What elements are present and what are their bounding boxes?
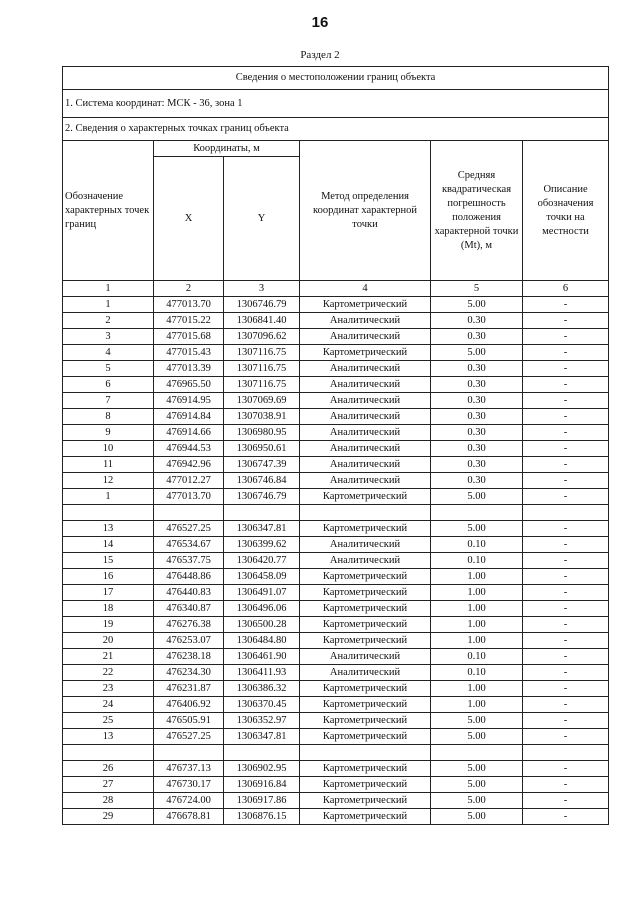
cell-accuracy: 1.00 xyxy=(431,681,523,697)
table-row xyxy=(63,585,609,601)
cell-accuracy xyxy=(431,745,523,761)
cell-method: Аналитический xyxy=(300,361,431,377)
cell-method: Картометрический xyxy=(300,585,431,601)
table-row xyxy=(63,425,609,441)
cell-description: - xyxy=(523,729,609,745)
cell-point-number: 1 xyxy=(63,297,154,313)
table-row xyxy=(63,377,609,393)
cell-point-number: 15 xyxy=(63,553,154,569)
cell-coord-y: 1307116.75 xyxy=(224,361,300,377)
table-row xyxy=(63,809,609,825)
header-description: Описание обозначения точки на местности xyxy=(523,141,609,281)
header-y: Y xyxy=(224,157,300,281)
cell-accuracy: 5.00 xyxy=(431,793,523,809)
cell-accuracy: 5.00 xyxy=(431,761,523,777)
cell-method: Аналитический xyxy=(300,393,431,409)
cell-coord-x xyxy=(154,505,224,521)
cell-coord-y: 1306347.81 xyxy=(224,521,300,537)
cell-description: - xyxy=(523,329,609,345)
cell-point-number: 29 xyxy=(63,809,154,825)
cell-coord-y: 1306902.95 xyxy=(224,761,300,777)
cell-point-number: 24 xyxy=(63,697,154,713)
column-number: 1 xyxy=(63,281,154,297)
cell-method: Картометрический xyxy=(300,569,431,585)
cell-description: - xyxy=(523,697,609,713)
cell-point-number: 22 xyxy=(63,665,154,681)
cell-accuracy: 0.10 xyxy=(431,665,523,681)
cell-method: Картометрический xyxy=(300,617,431,633)
header-coordinates: Координаты, м xyxy=(154,141,300,157)
cell-coord-x: 476234.30 xyxy=(154,665,224,681)
cell-accuracy: 0.30 xyxy=(431,425,523,441)
cell-description xyxy=(523,745,609,761)
cell-accuracy: 0.30 xyxy=(431,409,523,425)
cell-point-number: 10 xyxy=(63,441,154,457)
cell-point-number: 19 xyxy=(63,617,154,633)
cell-point-number: 17 xyxy=(63,585,154,601)
cell-accuracy xyxy=(431,505,523,521)
cell-description: - xyxy=(523,473,609,489)
cell-coord-x: 476440.83 xyxy=(154,585,224,601)
table-row xyxy=(63,649,609,665)
table-row xyxy=(63,729,609,745)
cell-description: - xyxy=(523,409,609,425)
cell-description: - xyxy=(523,361,609,377)
table-row xyxy=(63,697,609,713)
cell-description: - xyxy=(523,569,609,585)
header-accuracy: Средняя квадратическая погрешность положения характерной точки (Mt), м xyxy=(431,141,523,281)
cell-description: - xyxy=(523,537,609,553)
table-row xyxy=(63,393,609,409)
cell-coord-y: 1306347.81 xyxy=(224,729,300,745)
header-x: X xyxy=(154,157,224,281)
cell-description: - xyxy=(523,649,609,665)
cell-description: - xyxy=(523,761,609,777)
cell-coord-x: 476276.38 xyxy=(154,617,224,633)
cell-accuracy: 0.30 xyxy=(431,393,523,409)
cell-coord-y: 1306746.79 xyxy=(224,489,300,505)
cell-accuracy: 5.00 xyxy=(431,521,523,537)
cell-description: - xyxy=(523,633,609,649)
cell-description: - xyxy=(523,809,609,825)
table-row xyxy=(63,665,609,681)
cell-coord-x: 476534.67 xyxy=(154,537,224,553)
table-row xyxy=(63,313,609,329)
cell-method: Картометрический xyxy=(300,521,431,537)
cell-method: Картометрический xyxy=(300,601,431,617)
table-row xyxy=(63,761,609,777)
cell-accuracy: 0.30 xyxy=(431,361,523,377)
column-numbers-row xyxy=(63,281,609,297)
cell-method: Аналитический xyxy=(300,409,431,425)
cell-coord-y: 1306411.93 xyxy=(224,665,300,681)
table-row xyxy=(63,521,609,537)
cell-coord-x: 477013.70 xyxy=(154,489,224,505)
section-label: Раздел 2 xyxy=(300,49,340,61)
cell-method: Картометрический xyxy=(300,633,431,649)
table-row xyxy=(63,345,609,361)
cell-point-number: 7 xyxy=(63,393,154,409)
column-number: 6 xyxy=(523,281,609,297)
cell-coord-x: 476914.84 xyxy=(154,409,224,425)
cell-coord-x: 477013.39 xyxy=(154,361,224,377)
cell-accuracy: 0.30 xyxy=(431,329,523,345)
cell-method: Картометрический xyxy=(300,761,431,777)
cell-method: Картометрический xyxy=(300,297,431,313)
table-row xyxy=(63,777,609,793)
table-row xyxy=(63,793,609,809)
cell-coord-x: 477015.68 xyxy=(154,329,224,345)
table-row xyxy=(63,409,609,425)
cell-accuracy: 0.30 xyxy=(431,457,523,473)
cell-coord-y: 1307069.69 xyxy=(224,393,300,409)
cell-coord-x: 476965.50 xyxy=(154,377,224,393)
cell-method: Картометрический xyxy=(300,713,431,729)
table-row xyxy=(63,681,609,697)
cell-accuracy: 0.30 xyxy=(431,313,523,329)
cell-point-number: 3 xyxy=(63,329,154,345)
cell-coord-x: 476944.53 xyxy=(154,441,224,457)
cell-coord-x: 476730.17 xyxy=(154,777,224,793)
table-row xyxy=(63,617,609,633)
cell-coord-y: 1306841.40 xyxy=(224,313,300,329)
table-row xyxy=(63,329,609,345)
cell-coord-x: 476406.92 xyxy=(154,697,224,713)
cell-point-number: 13 xyxy=(63,521,154,537)
cell-description: - xyxy=(523,713,609,729)
cell-coord-x: 476724.00 xyxy=(154,793,224,809)
cell-method: Картометрический xyxy=(300,793,431,809)
cell-method: Картометрический xyxy=(300,729,431,745)
cell-method: Картометрический xyxy=(300,809,431,825)
column-number: 3 xyxy=(224,281,300,297)
cell-accuracy: 1.00 xyxy=(431,601,523,617)
cell-method: Аналитический xyxy=(300,441,431,457)
cell-method: Картометрический xyxy=(300,697,431,713)
cell-coord-x: 476448.86 xyxy=(154,569,224,585)
cell-accuracy: 0.10 xyxy=(431,537,523,553)
cell-method xyxy=(300,745,431,761)
cell-coord-y: 1306746.84 xyxy=(224,473,300,489)
cell-coord-x: 476678.81 xyxy=(154,809,224,825)
cell-point-number: 8 xyxy=(63,409,154,425)
cell-coord-y xyxy=(224,505,300,521)
cell-accuracy: 5.00 xyxy=(431,297,523,313)
cell-accuracy: 5.00 xyxy=(431,729,523,745)
cell-description: - xyxy=(523,441,609,457)
header-method: Метод определения координат характерной точки xyxy=(300,141,431,281)
cell-coord-x: 476253.07 xyxy=(154,633,224,649)
cell-coord-y: 1306980.95 xyxy=(224,425,300,441)
cell-method: Картометрический xyxy=(300,777,431,793)
cell-coord-y: 1306746.79 xyxy=(224,297,300,313)
cell-point-number: 9 xyxy=(63,425,154,441)
cell-point-number xyxy=(63,505,154,521)
cell-coord-y: 1306399.62 xyxy=(224,537,300,553)
cell-method: Картометрический xyxy=(300,345,431,361)
cell-description: - xyxy=(523,521,609,537)
cell-coord-y: 1306496.06 xyxy=(224,601,300,617)
table-row xyxy=(63,505,609,521)
page-number: 16 xyxy=(311,14,329,31)
cell-point-number: 4 xyxy=(63,345,154,361)
cell-description: - xyxy=(523,297,609,313)
cell-method: Картометрический xyxy=(300,489,431,505)
cell-point-number: 14 xyxy=(63,537,154,553)
cell-coord-x xyxy=(154,745,224,761)
cell-coord-x: 476737.13 xyxy=(154,761,224,777)
cell-coord-x: 476238.18 xyxy=(154,649,224,665)
cell-description: - xyxy=(523,313,609,329)
cell-coord-x: 476527.25 xyxy=(154,729,224,745)
cell-method: Аналитический xyxy=(300,313,431,329)
cell-point-number xyxy=(63,745,154,761)
cell-description: - xyxy=(523,457,609,473)
cell-point-number: 13 xyxy=(63,729,154,745)
cell-description: - xyxy=(523,665,609,681)
cell-coord-x: 476527.25 xyxy=(154,521,224,537)
cell-point-number: 28 xyxy=(63,793,154,809)
cell-coord-y: 1307038.91 xyxy=(224,409,300,425)
cell-accuracy: 5.00 xyxy=(431,345,523,361)
cell-description: - xyxy=(523,617,609,633)
cell-coord-y xyxy=(224,745,300,761)
cell-coord-y: 1306458.09 xyxy=(224,569,300,585)
table-row xyxy=(63,441,609,457)
cell-point-number: 5 xyxy=(63,361,154,377)
cell-accuracy: 1.00 xyxy=(431,585,523,601)
cell-method: Аналитический xyxy=(300,665,431,681)
cell-description: - xyxy=(523,681,609,697)
cell-coord-x: 477015.43 xyxy=(154,345,224,361)
cell-accuracy: 1.00 xyxy=(431,617,523,633)
cell-coord-x: 477015.22 xyxy=(154,313,224,329)
cell-point-number: 18 xyxy=(63,601,154,617)
coord-system: 1. Система координат: МСК - 36, зона 1 xyxy=(63,90,609,118)
table-row xyxy=(63,553,609,569)
cell-coord-y: 1307116.75 xyxy=(224,345,300,361)
cell-point-number: 27 xyxy=(63,777,154,793)
cell-point-number: 2 xyxy=(63,313,154,329)
cell-coord-y: 1306950.61 xyxy=(224,441,300,457)
cell-description xyxy=(523,505,609,521)
cell-point-number: 23 xyxy=(63,681,154,697)
table-title: Сведения о местоположении границ объекта xyxy=(63,67,609,90)
cell-method: Аналитический xyxy=(300,425,431,441)
cell-coord-x: 476914.95 xyxy=(154,393,224,409)
cell-method: Картометрический xyxy=(300,681,431,697)
table-row xyxy=(63,745,609,761)
cell-point-number: 21 xyxy=(63,649,154,665)
cell-coord-x: 476505.91 xyxy=(154,713,224,729)
cell-coord-y: 1307116.75 xyxy=(224,377,300,393)
column-number: 2 xyxy=(154,281,224,297)
table-row xyxy=(63,633,609,649)
cell-coord-y: 1306352.97 xyxy=(224,713,300,729)
cell-point-number: 16 xyxy=(63,569,154,585)
cell-accuracy: 5.00 xyxy=(431,489,523,505)
table-row xyxy=(63,601,609,617)
header-designation: Обозначение характерных точек границ xyxy=(63,141,154,281)
cell-coord-x: 476340.87 xyxy=(154,601,224,617)
cell-coord-x: 476231.87 xyxy=(154,681,224,697)
points-heading: 2. Сведения о характерных точках границ объекта xyxy=(63,118,609,141)
cell-accuracy: 0.10 xyxy=(431,553,523,569)
cell-coord-y: 1306491.07 xyxy=(224,585,300,601)
cell-description: - xyxy=(523,585,609,601)
cell-point-number: 12 xyxy=(63,473,154,489)
cell-coord-x: 477013.70 xyxy=(154,297,224,313)
column-number: 5 xyxy=(431,281,523,297)
table-row xyxy=(63,473,609,489)
cell-accuracy: 5.00 xyxy=(431,777,523,793)
cell-description: - xyxy=(523,425,609,441)
cell-method: Аналитический xyxy=(300,457,431,473)
cell-accuracy: 5.00 xyxy=(431,809,523,825)
cell-method: Аналитический xyxy=(300,329,431,345)
cell-coord-x: 477012.27 xyxy=(154,473,224,489)
cell-method: Аналитический xyxy=(300,377,431,393)
cell-method: Аналитический xyxy=(300,649,431,665)
cell-point-number: 6 xyxy=(63,377,154,393)
cell-method: Аналитический xyxy=(300,473,431,489)
cell-accuracy: 0.10 xyxy=(431,649,523,665)
cell-coord-y: 1306917.86 xyxy=(224,793,300,809)
cell-accuracy: 0.30 xyxy=(431,377,523,393)
cell-description: - xyxy=(523,553,609,569)
cell-coord-y: 1307096.62 xyxy=(224,329,300,345)
cell-method xyxy=(300,505,431,521)
column-number: 4 xyxy=(300,281,431,297)
cell-accuracy: 1.00 xyxy=(431,697,523,713)
cell-point-number: 26 xyxy=(63,761,154,777)
cell-coord-y: 1306876.15 xyxy=(224,809,300,825)
cell-description: - xyxy=(523,601,609,617)
cell-point-number: 11 xyxy=(63,457,154,473)
cell-description: - xyxy=(523,777,609,793)
table-row xyxy=(63,713,609,729)
cell-coord-y: 1306916.84 xyxy=(224,777,300,793)
cell-coord-x: 476537.75 xyxy=(154,553,224,569)
cell-coord-y: 1306370.45 xyxy=(224,697,300,713)
cell-coord-y: 1306461.90 xyxy=(224,649,300,665)
cell-coord-x: 476942.96 xyxy=(154,457,224,473)
cell-point-number: 20 xyxy=(63,633,154,649)
cell-point-number: 25 xyxy=(63,713,154,729)
cell-coord-y: 1306484.80 xyxy=(224,633,300,649)
cell-method: Аналитический xyxy=(300,553,431,569)
cell-accuracy: 1.00 xyxy=(431,633,523,649)
table-row xyxy=(63,537,609,553)
cell-coord-x: 476914.66 xyxy=(154,425,224,441)
cell-description: - xyxy=(523,377,609,393)
cell-description: - xyxy=(523,393,609,409)
cell-description: - xyxy=(523,489,609,505)
cell-coord-y: 1306386.32 xyxy=(224,681,300,697)
table-row xyxy=(63,361,609,377)
table-row xyxy=(63,457,609,473)
cell-accuracy: 0.30 xyxy=(431,473,523,489)
table-row xyxy=(63,489,609,505)
cell-accuracy: 1.00 xyxy=(431,569,523,585)
cell-description: - xyxy=(523,345,609,361)
cell-coord-y: 1306747.39 xyxy=(224,457,300,473)
table-row xyxy=(63,569,609,585)
cell-description: - xyxy=(523,793,609,809)
cell-method: Аналитический xyxy=(300,537,431,553)
boundary-points-table xyxy=(62,66,609,825)
cell-accuracy: 0.30 xyxy=(431,441,523,457)
cell-point-number: 1 xyxy=(63,489,154,505)
cell-accuracy: 5.00 xyxy=(431,713,523,729)
table-row xyxy=(63,297,609,313)
cell-coord-y: 1306500.28 xyxy=(224,617,300,633)
cell-coord-y: 1306420.77 xyxy=(224,553,300,569)
